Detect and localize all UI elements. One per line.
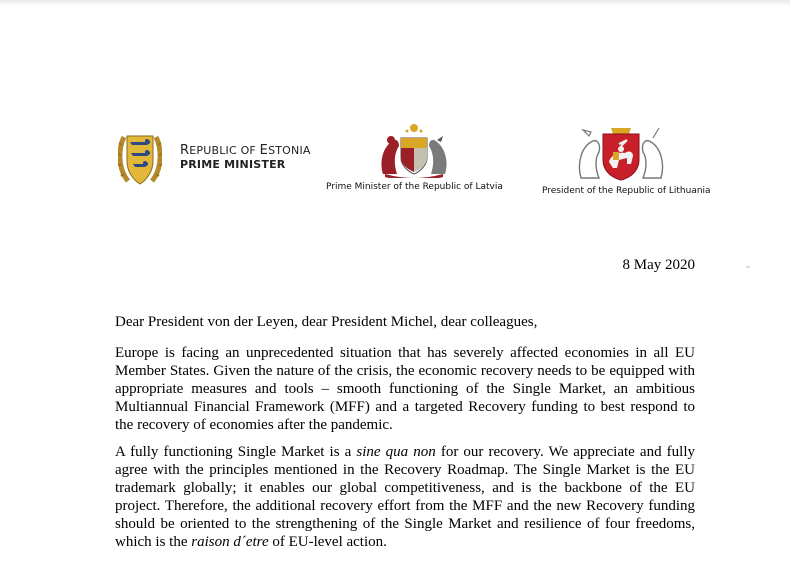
paragraph-1-line: Member States. Given the nature of the crisis, the economic recovery needs to be equipped with (115, 363, 695, 379)
letter-body (115, 313, 695, 560)
salutation: Dear President von der Leyen, dear President Michel, dear colleagues, (115, 314, 538, 330)
estonia-republic-label: REPUBLIC OF ESTONIA (180, 143, 311, 158)
letter-date: 8 May 2020 (622, 257, 695, 273)
paragraph-2-line: A fully functioning Single Market is a sine qua non for our recovery. We appreciate and fully (115, 444, 695, 460)
paragraph-1-line: Europe is facing an unprecedented situation that has severely affected economies in all EU (115, 345, 695, 361)
paragraph-1-line: appropriate measures and tools – smooth functioning of the Single Market, an ambitious (115, 381, 695, 397)
lithuania-coat-of-arms-icon (575, 122, 667, 182)
estonia-coat-of-arms-icon (118, 131, 162, 187)
latin-phrase: sine qua non (356, 444, 436, 460)
lithuania-caption: President of the Republic of Lithuania (542, 186, 711, 196)
scan-speck (746, 266, 750, 268)
estonia-letterhead (118, 131, 318, 187)
paragraph-1-line: Multiannual Financial Framework (MFF) and a targeted Recovery funding to best respond to (115, 399, 695, 415)
latvia-caption: Prime Minister of the Republic of Latvia (326, 182, 503, 192)
estonia-office-title (180, 144, 311, 172)
paragraph-2-line: agree with the principles mentioned in the Recovery Roadmap. The Single Market is the EU (115, 462, 695, 478)
paragraph-2-line: should be oriented to the strengthening of the Single Market and resilience of four freedoms, (115, 516, 695, 532)
latvia-coat-of-arms-icon (377, 122, 451, 178)
paragraph-1 (115, 344, 695, 434)
latin-phrase: raison d´etre (191, 534, 269, 550)
paragraph-1-line: the recovery of economies after the pandemic. (115, 417, 393, 433)
paragraph-2-line: project. Therefore, the additional recovery effort from the MFF and the new Recovery funding (115, 498, 695, 514)
paragraph-2-line: trademark globally; it enables our global competitiveness, and is the backbone of the EU (115, 480, 695, 496)
paragraph-2-line: which is the raison d´etre of EU-level action. (115, 534, 387, 550)
letterhead (0, 0, 790, 210)
paragraph-2 (115, 443, 695, 551)
estonia-prime-minister-label: PRIME MINISTER (180, 158, 286, 171)
